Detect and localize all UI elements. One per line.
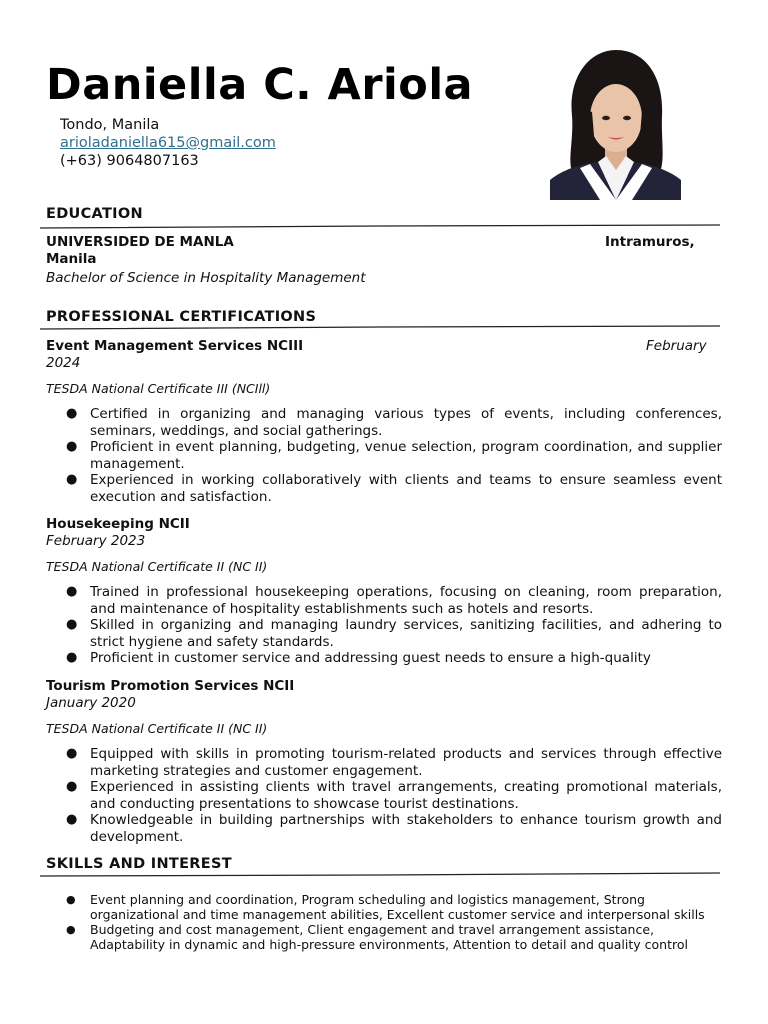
list-item: ● Proficient in event planning, budgeting, venue selection, program coordination, and supplier management. <box>66 439 722 472</box>
bullet-icon: ● <box>66 584 78 599</box>
certification-details <box>46 584 722 667</box>
bullet-icon: ● <box>66 650 78 665</box>
certification-item <box>46 338 722 505</box>
certification-item <box>46 516 722 667</box>
certification-issuer: TESDA National Certificate II (NC II) <box>46 559 268 574</box>
bullet-icon: ● <box>66 923 76 936</box>
email-link[interactable]: arioladaniella615@gmail.com <box>60 135 276 151</box>
certification-date: January 2020 <box>46 695 136 711</box>
skills-heading: SKILLS AND INTEREST <box>46 856 232 872</box>
section-divider <box>40 868 720 880</box>
list-item: ● Proficient in customer service and addressing guest needs to ensure a high-quality <box>66 650 651 666</box>
certification-name: Housekeeping NCII <box>46 516 190 532</box>
skills-list <box>46 892 722 952</box>
education-heading: EDUCATION <box>46 206 143 222</box>
school-name: UNIVERSIDED DE MANLA <box>46 234 234 250</box>
section-divider <box>40 322 720 334</box>
skills-block <box>46 892 722 952</box>
certification-name: Event Management Services NCIII <box>46 338 304 354</box>
bullet-icon: ● <box>66 406 78 421</box>
list-item: ● Knowledgeable in building partnerships with stakeholders to enhance tourism growth and development. <box>66 812 722 845</box>
certification-date: February 2023 <box>46 533 146 549</box>
certifications-heading: PROFESSIONAL CERTIFICATIONS <box>46 309 317 325</box>
list-item: ● Event planning and coordination, Program scheduling and logistics management, Strong organizational and time management abilities, Excellent customer service and interpersonal skills <box>66 892 705 922</box>
bullet-icon: ● <box>66 439 78 454</box>
certification-issuer: TESDA National Certificate II (NC II) <box>46 721 268 736</box>
certification-details <box>46 406 722 505</box>
certification-year: 2024 <box>46 355 81 371</box>
certification-issuer: TESDA National Certificate III (NCIll) <box>46 381 271 396</box>
bullet-icon: ● <box>66 779 78 794</box>
list-item: ● Experienced in working collaboratively with clients and teams to ensure seamless event execution and satisfaction. <box>66 472 722 505</box>
degree: Bachelor of Science in Hospitality Management <box>46 270 366 286</box>
school-location: Intramuros, <box>605 234 695 250</box>
section-divider <box>40 220 720 232</box>
certification-item <box>46 678 722 845</box>
applicant-name: Daniella C. Ariola <box>46 60 474 110</box>
list-item: ● Skilled in organizing and managing laundry services, sanitizing facilities, and adhering to strict hygiene and safety standards. <box>66 617 722 650</box>
bullet-icon: ● <box>66 617 78 632</box>
list-item: ● Trained in professional housekeeping operations, focusing on cleaning, room preparation, and maintenance of hospitality establishments such as hotels and resorts. <box>66 584 722 617</box>
list-item: ● Experienced in assisting clients with travel arrangements, creating promotional materials, and conducting presentations to showcase tourist destinations. <box>66 779 722 812</box>
list-item: ● Budgeting and cost management, Client engagement and travel arrangement assistance, Adaptability in dynamic and high-pressure environments, Attention to detail and quality control <box>66 922 688 952</box>
school-location-city: Manila <box>46 251 97 267</box>
certification-name: Tourism Promotion Services NCII <box>46 678 295 694</box>
certification-details <box>46 746 722 845</box>
education-block <box>46 234 722 287</box>
list-item: ● Equipped with skills in promoting tourism-related products and services through effective marketing strategies and customer engagement. <box>66 746 722 779</box>
portrait-image <box>550 46 681 200</box>
bullet-icon: ● <box>66 746 78 761</box>
phone: (+63) 9064807163 <box>60 153 199 169</box>
bullet-icon: ● <box>66 812 78 827</box>
list-item: ● Certified in organizing and managing various types of events, including conferences, seminars, weddings, and social gatherings. <box>66 406 722 439</box>
bullet-icon: ● <box>66 472 78 487</box>
address: Tondo, Manila <box>60 117 160 133</box>
profile-photo <box>550 46 681 200</box>
bullet-icon: ● <box>66 893 76 906</box>
certification-date: February <box>646 338 707 354</box>
contact-info <box>60 116 276 170</box>
